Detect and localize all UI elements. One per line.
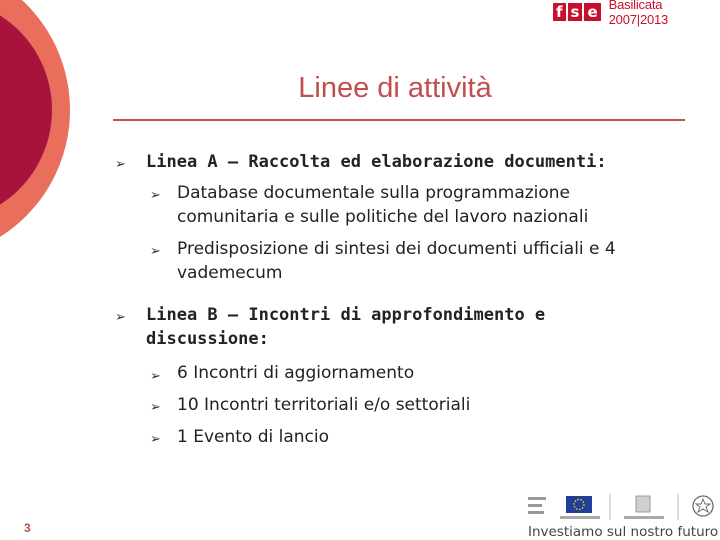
arrow-bullet-icon: ➢ [115, 157, 126, 172]
fse-letter-e: e [584, 3, 600, 21]
sub-bullet-territoriali: 10 Incontri territoriali e/o settoriali [177, 395, 471, 415]
footer-slogan: Investiamo sul nostro futuro [528, 524, 719, 540]
arrow-bullet-icon: ➢ [150, 400, 161, 415]
title-underline [113, 119, 685, 121]
regione-basilicata-icon [624, 496, 664, 519]
fse-logo-caption: Basilicata 2007|2013 [608, 0, 669, 27]
page-title: Linee di attività [298, 72, 492, 104]
sub-bullet-aggiornamento: 6 Incontri di aggiornamento [177, 363, 415, 383]
bullet-linea-a: Linea A – Raccolta ed elaborazione documenti: [146, 152, 607, 172]
sub-bullet-database: Database documentale sulla programmazione comunitaria e sulle politiche del lavoro nazionali [177, 183, 589, 227]
italian-emblem-icon [693, 496, 713, 516]
sub-bullet-evento: 1 Evento di lancio [177, 427, 330, 447]
footer-logos [528, 494, 718, 522]
page-number: 3 [24, 521, 31, 535]
sub-bullet-predisposizione: Predisposizione di sintesi dei documenti ufficiali e 4 vademecum [177, 239, 616, 283]
fse-logo [553, 0, 720, 27]
arrow-bullet-icon: ➢ [115, 310, 126, 325]
arrow-bullet-icon: ➢ [150, 244, 161, 259]
fse-letter-f: f [553, 3, 566, 21]
fse-letter-s: s [568, 3, 583, 21]
fse-small-mark [528, 497, 546, 514]
arrow-bullet-icon: ➢ [150, 188, 161, 203]
arrow-bullet-icon: ➢ [150, 369, 161, 384]
eu-flag-icon [560, 496, 600, 519]
arrow-bullet-icon: ➢ [150, 432, 161, 447]
bullet-linea-b: Linea B – Incontri di approfondimento e discussione: [146, 305, 546, 349]
